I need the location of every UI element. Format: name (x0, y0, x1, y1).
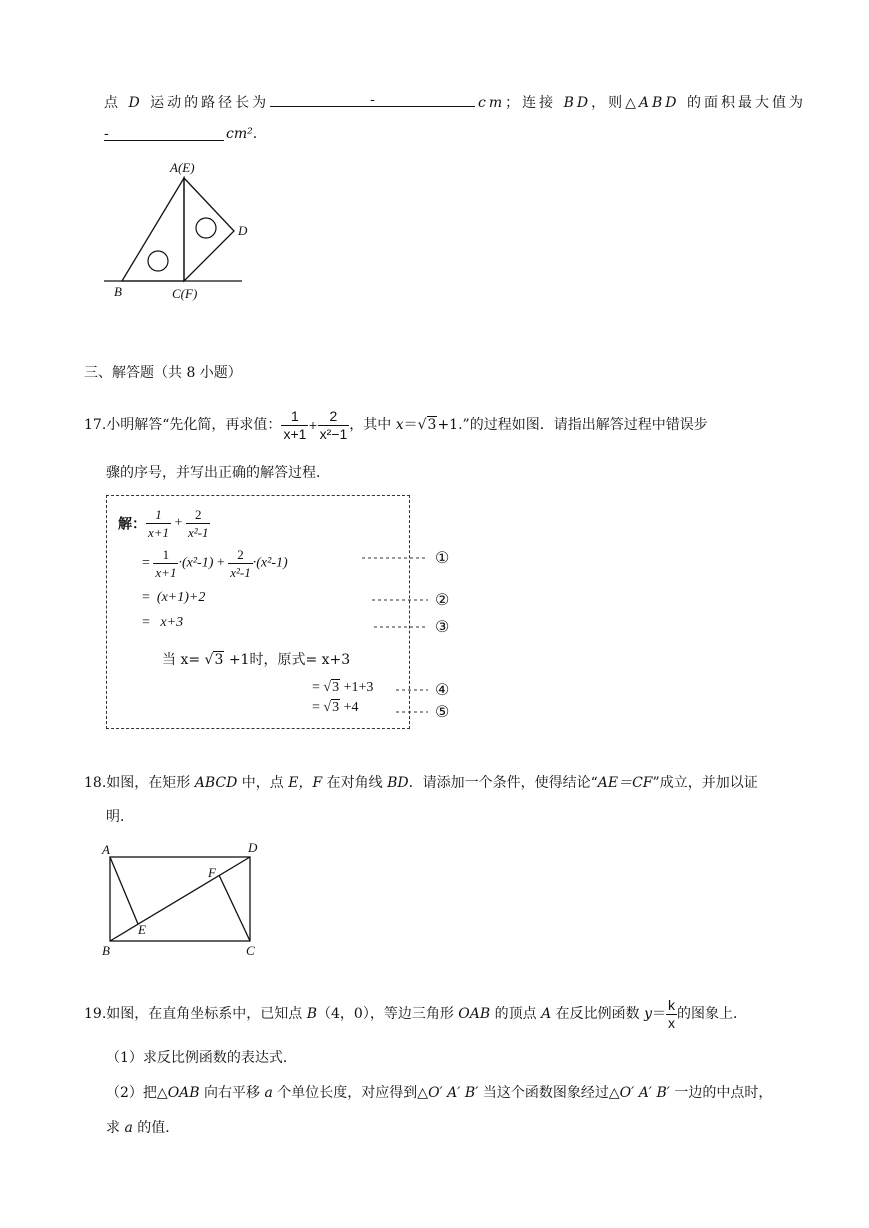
q18-line2: 明． (106, 809, 134, 825)
step-mark-2: ② (435, 590, 450, 609)
step-mark-3: ③ (435, 617, 450, 636)
fig16-label-CF: C(F) (172, 286, 198, 301)
step-mark-5: ⑤ (435, 702, 450, 721)
q17-fraction-1: $\frac{1}{x+1}$ (283, 407, 307, 442)
fig18-label-C: C (246, 943, 255, 958)
q16-line2: cm². (226, 126, 258, 142)
fig18-label-E: E (138, 922, 146, 937)
step-mark-1: ① (435, 548, 450, 567)
fig18-diagonal-BD (110, 857, 250, 941)
q18-line1: 18.如图，在矩形 ABCD 中，点 E，F 在对角线 BD．请添加一个条件，使得结论“AE＝CF”成立，并加以证 (84, 775, 758, 791)
sol-frac-2: $\frac{2}{\text{x²-1}}$ (187, 507, 209, 540)
fig16-label-AE: A(E) (170, 160, 195, 175)
step-mark-4: ④ (435, 680, 450, 699)
answer-blank-1[interactable]: - (270, 92, 475, 107)
fig18-segment-CF (219, 875, 250, 941)
section-heading: 三、解答题（共 8 小题） (84, 365, 242, 381)
q19-part1: （1）求反比例函数的表达式． (106, 1050, 297, 1066)
fig18-label-F: F (208, 865, 216, 880)
solution-line-5: = √3 +4 (312, 700, 359, 715)
q19-fraction-k-over-x: $\frac{k}{x}$ (668, 996, 676, 1031)
sol-frac-1: $\frac{1}{x+1}$ (148, 507, 170, 540)
fig18-label-B: B (102, 943, 110, 958)
solution-line-when: 当 x= √3 +1时，原式= x+3 (162, 652, 351, 668)
q16-line1-rest: cm；连接 BD，则△ABD 的面积最大值为 (478, 95, 806, 111)
fig18-segment-AE (110, 857, 138, 924)
solution-line-3: = x+3 (142, 615, 184, 630)
solution-line-1: = $\frac{1}{x+1}$ ·(x²-1) + $\frac{2}{\text{x²-1}}$ ·(x²-1) (142, 547, 288, 580)
fig16-label-B: B (114, 284, 122, 299)
solution-line-2: = (x+1)+2 (142, 590, 206, 605)
q19-part2: （2）把△OAB 向右平移 a 个单位长度，对应得到△O′ A′ B′ 当这个函数图象经过△O′ A′ B′ 一边的中点时， (106, 1085, 773, 1101)
q19-line1: 19.如图，在直角坐标系中，已知点 B（4，0），等边三角形 OAB 的顶点 A 在反比例函数 y＝ $\frac{k}{x}$ 的图象上． (84, 996, 748, 1031)
q17-line1: 17.小明解答“先化简，再求值： $\frac{1}{x+1}$ + $\frac{2}{\text{x²−1}}$ ，其中 x＝√3+1.”的过程如图．请指出解答过程中错误步 (84, 407, 708, 442)
q17-line2: 骤的序号，并写出正确的解答过程． (106, 465, 330, 481)
answer-blank-2[interactable]: - (104, 126, 224, 141)
fig18-label-D: D (248, 840, 258, 855)
q19-part3: 求 a 的值． (106, 1120, 180, 1136)
fig16-label-D: D (238, 223, 248, 238)
q16-line1: 点 D 运动的路径长为 (104, 95, 270, 111)
solution-line-0: 解： $\frac{1}{x+1}$ + $\frac{2}{\text{x²-1}}$ (118, 507, 209, 540)
q17-fraction-2: $\frac{2}{\text{x²−1}}$ (319, 407, 348, 442)
fig18-label-A: A (102, 842, 110, 857)
sqrt-symbol: √ (417, 417, 427, 433)
solution-line-4: = √3 +1+3 (312, 680, 374, 695)
